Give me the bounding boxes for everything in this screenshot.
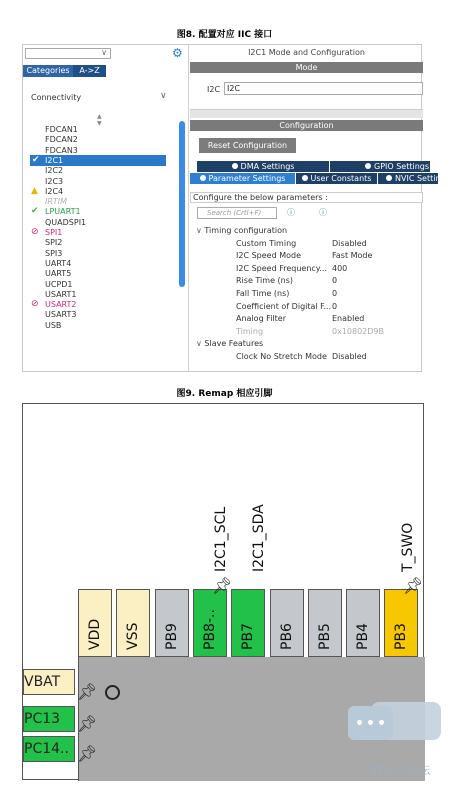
- conflict-icon: ⊘: [31, 227, 39, 237]
- warning-icon: ▲: [31, 185, 38, 196]
- list-item-label: IRTIM: [45, 197, 68, 207]
- peripheral-tree-panel: [23, 45, 189, 371]
- description-text: Configure the below parameters :: [190, 192, 423, 203]
- pin-label: PB4: [355, 623, 372, 650]
- splitter[interactable]: [190, 109, 423, 118]
- signal-label-i2c1-sda: I2C1_SDA: [251, 504, 267, 572]
- panel-title: I2C1 Mode and Configuration: [248, 48, 365, 57]
- list-item-label: USART2: [45, 300, 77, 310]
- param-value[interactable]: Disabled: [332, 352, 367, 361]
- figure-9-caption: 图9. Remap 相应引脚: [176, 389, 273, 399]
- watermark-text: ST中文论坛: [370, 764, 431, 777]
- param-name: I2C Speed Frequency...: [236, 263, 328, 273]
- tab-user-constants[interactable]: User Constants: [296, 173, 377, 184]
- param-value[interactable]: 400: [332, 263, 348, 273]
- pin-label: PB9: [163, 623, 180, 650]
- figure-8-caption: 图8. 配置对应 IIC 接口: [176, 30, 273, 40]
- pin-pc13[interactable]: PC13: [23, 706, 75, 732]
- param-name: Fall Time (ns): [236, 289, 290, 298]
- pin-pb3[interactable]: [384, 589, 418, 657]
- pin-vdd[interactable]: [78, 589, 112, 657]
- pin-label: PB8-..: [201, 609, 218, 650]
- list-item-label: UART5: [45, 269, 72, 279]
- list-item-label: FDCAN3: [45, 145, 78, 155]
- list-item-label: FDCAN1: [45, 125, 78, 134]
- pushpin-icon[interactable]: 📌︎: [212, 576, 233, 595]
- check-icon: ✔: [32, 154, 40, 165]
- pin-label: VSS: [125, 622, 142, 650]
- list-item-label: LPUART1: [45, 207, 81, 217]
- category-connectivity[interactable]: Connectivity: [31, 93, 82, 102]
- pushpin-icon[interactable]: 📌︎: [77, 744, 98, 763]
- param-value: 0x10802D9B: [332, 326, 385, 336]
- param-name: Coefficient of Digital F...: [236, 301, 332, 311]
- param-group-header[interactable]: ∨ Timing configuration: [196, 226, 288, 235]
- list-item-label: I2C1: [45, 155, 64, 165]
- list-item-label: UCPD1: [45, 279, 73, 289]
- param-name: Rise Time (ns): [236, 276, 294, 286]
- pin-pb5[interactable]: [308, 589, 342, 657]
- param-value[interactable]: Disabled: [332, 238, 367, 248]
- param-value[interactable]: 0: [332, 276, 338, 286]
- pin-pc14[interactable]: PC14..: [23, 736, 75, 762]
- check-icon: ✔: [31, 206, 39, 217]
- pin-pb7[interactable]: [231, 589, 265, 657]
- param-name: Analog Filter: [236, 314, 286, 324]
- pin-label: VDD: [87, 618, 103, 650]
- signal-label-i2c1-scl: I2C1_SCL: [213, 506, 229, 572]
- tab-parameter-settings[interactable]: Parameter Settings: [190, 173, 295, 184]
- param-name: I2C Speed Mode: [236, 251, 301, 261]
- param-name: Clock No Stretch Mode: [236, 352, 327, 361]
- i2c-mode-select[interactable]: I2C: [224, 82, 423, 95]
- pushpin-icon[interactable]: 📌︎: [403, 576, 424, 595]
- pin-label: PB6: [278, 623, 295, 650]
- chat-bubble-icon: [348, 706, 393, 740]
- chevron-down-icon[interactable]: ∨: [160, 91, 167, 101]
- tab-a-z[interactable]: A->Z: [73, 65, 106, 77]
- param-value[interactable]: 0: [332, 301, 338, 311]
- list-item-label: USB: [45, 320, 62, 330]
- configuration-bar: Configuration: [190, 120, 423, 131]
- list-item-label: I2C3: [45, 176, 64, 186]
- status-dot-icon: [200, 175, 206, 181]
- list-item-label: I2C4: [45, 186, 64, 196]
- param-value[interactable]: 0: [332, 289, 338, 298]
- reset-configuration-button[interactable]: Reset Configuration: [199, 138, 296, 153]
- gear-icon[interactable]: ⚙: [172, 46, 183, 60]
- param-value[interactable]: Fast Mode: [332, 251, 373, 261]
- pin-vbat[interactable]: VBAT: [23, 669, 75, 695]
- list-item-label: USART3: [45, 310, 77, 320]
- scrollbar[interactable]: [179, 121, 185, 287]
- list-item-label: QUADSPI1: [45, 217, 87, 227]
- list-item-label: UART4: [45, 258, 72, 268]
- signal-label-t-swo: T_SWO: [400, 522, 416, 572]
- list-item-label: USART1: [45, 289, 77, 299]
- status-dot-icon: [232, 163, 238, 169]
- chevron-down-icon[interactable]: ∨: [196, 226, 205, 235]
- pin-pb8[interactable]: [193, 589, 227, 657]
- mode-config-panel: [190, 45, 450, 371]
- status-dot-icon: [302, 175, 308, 181]
- param-name: Timing: [236, 326, 264, 336]
- tab-gpio-settings[interactable]: GPIO Settings: [330, 161, 430, 172]
- pin1-marker: [105, 685, 120, 700]
- param-group-header[interactable]: ∨ Slave Features: [196, 339, 264, 349]
- search-combo[interactable]: [25, 48, 111, 59]
- pin-pb9[interactable]: [155, 589, 189, 657]
- tab-row-2: [190, 173, 450, 184]
- tab-row-1: [190, 161, 430, 172]
- pushpin-icon[interactable]: 📌︎: [77, 682, 98, 701]
- pin-vss[interactable]: [116, 589, 150, 657]
- list-item-label: SPI3: [45, 248, 63, 258]
- param-value[interactable]: Enabled: [332, 314, 365, 324]
- list-item-label: SPI1: [45, 228, 63, 237]
- cubemx-config-screenshot: [22, 44, 450, 372]
- search-prev-icon[interactable]: ⓘ: [287, 208, 295, 217]
- tab-nvic-settings[interactable]: NVIC Settings: [378, 173, 438, 184]
- status-dot-icon: [386, 175, 392, 181]
- parameter-search-input[interactable]: Search (Crtl+F): [197, 207, 277, 219]
- sort-icon[interactable]: ▲ ▼: [97, 113, 102, 127]
- list-item[interactable]: [45, 320, 61, 331]
- chevron-down-icon[interactable]: ∨: [196, 339, 205, 349]
- pin-label: PB3: [393, 623, 410, 650]
- tab-dma-settings[interactable]: DMA Settings: [197, 161, 329, 172]
- pin-pb4[interactable]: [346, 589, 380, 657]
- pushpin-icon[interactable]: 📌︎: [77, 714, 98, 733]
- list-item-label: SPI2: [45, 238, 63, 248]
- pin-label: PB5: [316, 623, 333, 650]
- search-next-icon[interactable]: ⓘ: [319, 208, 327, 217]
- pin-pb6[interactable]: [270, 589, 304, 657]
- conflict-icon: ⊘: [31, 299, 39, 310]
- pin-label: PB7: [240, 623, 257, 650]
- list-item-label: I2C2: [45, 166, 64, 176]
- list-item-label: FDCAN2: [45, 135, 78, 145]
- mode-bar: Mode: [190, 62, 423, 73]
- i2c-label: I2C: [207, 85, 221, 94]
- status-dot-icon: [365, 163, 371, 169]
- param-name: Custom Timing: [236, 238, 297, 248]
- tab-categories[interactable]: Categories: [23, 65, 73, 77]
- chevron-down-icon[interactable]: ∨: [101, 48, 107, 57]
